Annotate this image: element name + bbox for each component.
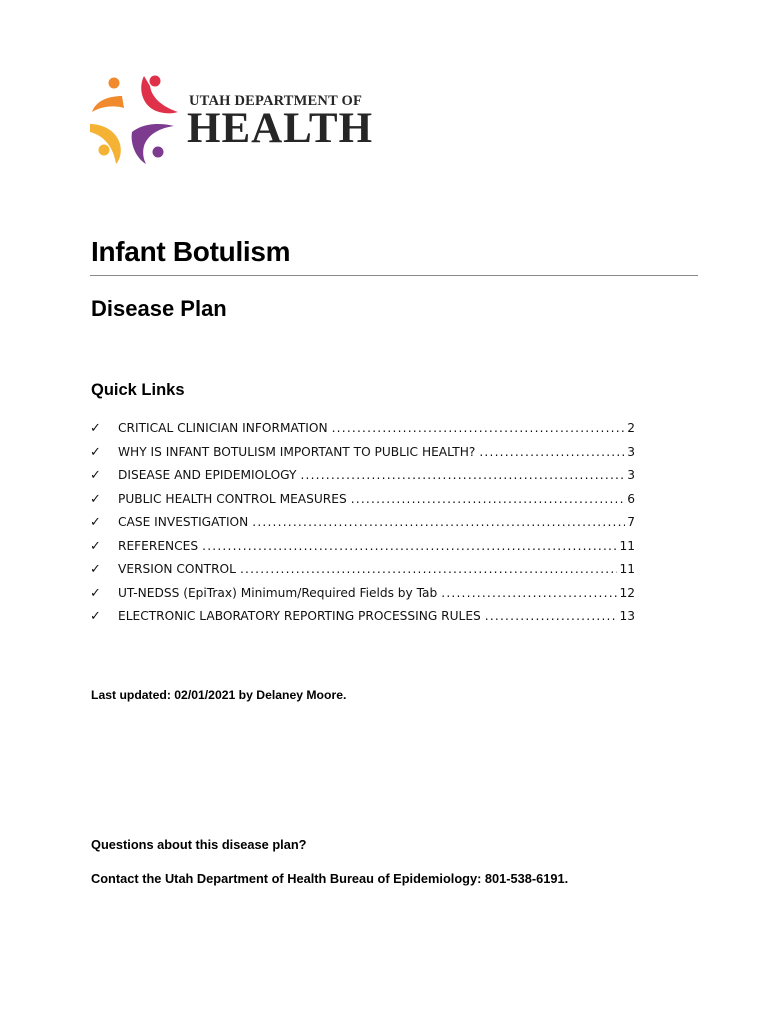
dot-leader	[240, 562, 618, 576]
title-divider	[90, 275, 698, 276]
logo-red-dot	[150, 76, 161, 87]
checkmark-icon: ✓	[90, 538, 101, 554]
quick-link-label[interactable]: REFERENCES	[118, 538, 199, 553]
dot-leader	[300, 468, 625, 482]
quick-link-public-health-control-measures[interactable]	[90, 492, 635, 516]
quick-links-list	[90, 421, 635, 633]
logo-gold-arc	[90, 124, 121, 164]
contact-information: Contact the Utah Department of Health Bureau of Epidemiology: 801-538-6191.	[91, 871, 569, 886]
quick-link-page-number[interactable]: 11	[619, 562, 635, 576]
logo-line-2: HEALTH	[187, 105, 374, 152]
quick-link-label[interactable]: DISEASE AND EPIDEMIOLOGY	[118, 468, 297, 482]
logo-purple-arc	[132, 124, 174, 164]
checkmark-icon: ✓	[90, 468, 101, 483]
quick-link-page-number[interactable]: 2	[627, 421, 635, 435]
logo-purple-dot	[153, 147, 164, 158]
logo-orange-arc	[92, 96, 124, 112]
checkmark-icon: ✓	[90, 609, 101, 624]
dot-leader	[351, 492, 626, 506]
logo-orange-dot	[109, 78, 120, 89]
quick-link-label[interactable]: UT-NEDSS (EpiTrax) Minimum/Required Fields by Tab	[118, 585, 438, 600]
quick-link-page-number[interactable]: 3	[627, 444, 635, 459]
quick-link-label[interactable]: WHY IS INFANT BOTULISM IMPORTANT TO PUBLIC HEALTH?	[118, 444, 476, 459]
dot-leader	[441, 586, 617, 600]
dot-leader	[485, 609, 618, 623]
quick-link-case-investigation[interactable]	[90, 515, 635, 539]
logo-line-1: UTAH DEPARTMENT OF	[189, 93, 363, 109]
dot-leader	[202, 539, 617, 553]
quick-link-critical-clinician-information[interactable]	[90, 421, 635, 445]
logo-gold-dot	[99, 145, 110, 156]
quick-link-label[interactable]: CRITICAL CLINICIAN INFORMATION	[118, 421, 328, 435]
logo-mark-icon	[88, 72, 180, 164]
utah-department-of-health-logo	[88, 72, 388, 167]
checkmark-icon: ✓	[90, 562, 101, 577]
quick-link-references[interactable]	[90, 539, 635, 563]
checkmark-icon: ✓	[90, 515, 101, 530]
quick-link-label[interactable]: CASE INVESTIGATION	[118, 515, 249, 529]
dot-leader	[252, 515, 625, 529]
quick-link-label[interactable]: VERSION CONTROL	[118, 562, 236, 576]
quick-link-page-number[interactable]: 3	[627, 468, 635, 482]
checkmark-icon: ✓	[90, 585, 101, 601]
quick-link-label[interactable]: ELECTRONIC LABORATORY REPORTING PROCESSING RULES	[118, 609, 481, 623]
checkmark-icon: ✓	[90, 421, 101, 436]
quick-link-page-number[interactable]: 12	[619, 585, 635, 600]
document-subtitle: Disease Plan	[91, 296, 227, 321]
quick-link-page-number[interactable]: 7	[627, 515, 635, 529]
quick-link-page-number[interactable]: 11	[619, 538, 635, 553]
dot-leader	[332, 421, 626, 435]
quick-links-heading: Quick Links	[91, 381, 185, 399]
quick-link-version-control[interactable]	[90, 562, 635, 586]
quick-link-elr-processing-rules[interactable]	[90, 609, 635, 633]
questions-heading: Questions about this disease plan?	[91, 837, 307, 852]
document-title: Infant Botulism	[91, 236, 291, 267]
quick-link-page-number[interactable]: 6	[627, 491, 635, 506]
quick-link-disease-and-epidemiology[interactable]	[90, 468, 635, 492]
quick-link-label[interactable]: PUBLIC HEALTH CONTROL MEASURES	[118, 491, 347, 506]
checkmark-icon: ✓	[90, 444, 101, 460]
quick-link-page-number[interactable]: 13	[619, 609, 635, 623]
quick-link-ut-nedss-fields[interactable]	[90, 586, 635, 610]
checkmark-icon: ✓	[90, 491, 101, 507]
dot-leader	[479, 445, 625, 459]
last-updated-note: Last updated: 02/01/2021 by Delaney Moore.	[91, 688, 347, 702]
quick-link-why-important[interactable]	[90, 445, 635, 469]
